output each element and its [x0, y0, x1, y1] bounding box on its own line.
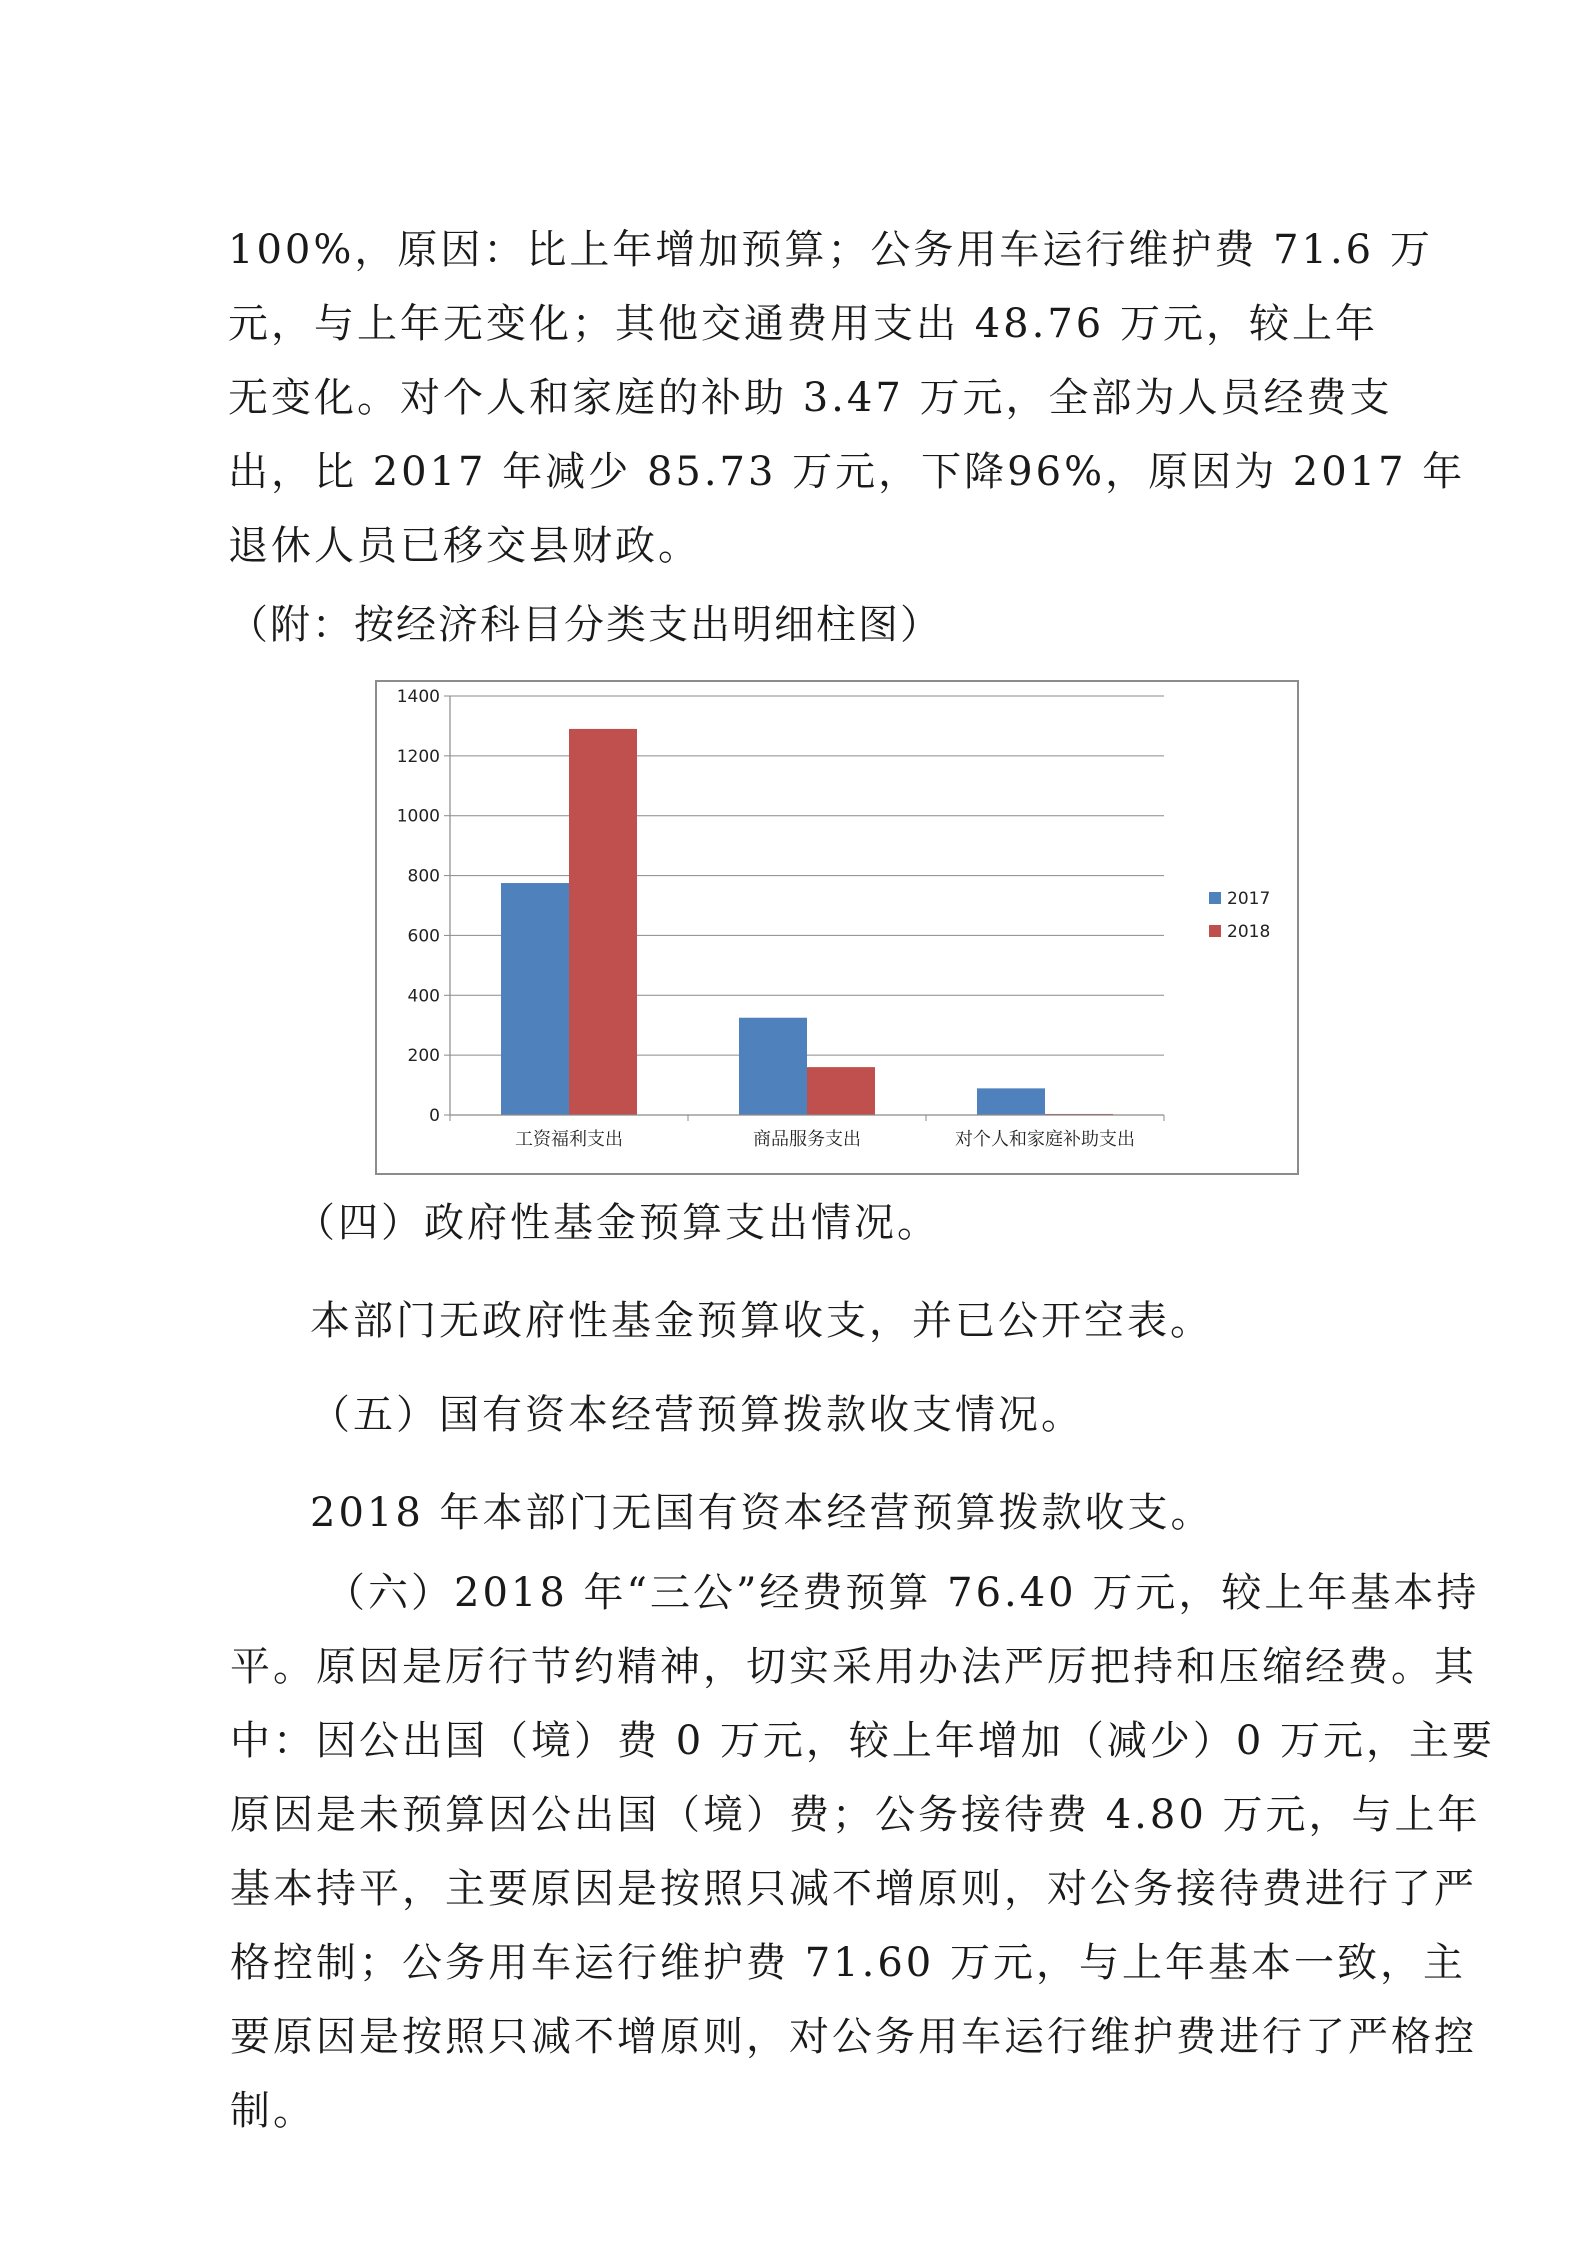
- bar-2018: [569, 729, 637, 1115]
- paragraph-line: 100%，原因：比上年增加预算；公务用车运行维护费 71.6 万: [228, 227, 1433, 273]
- paragraph-line: 中：因公出国（境）费 0 万元，较上年增加（减少）0 万元，主要: [230, 1718, 1496, 1764]
- y-tick-label: 600: [407, 926, 440, 947]
- y-tick-label: 400: [407, 986, 440, 1007]
- section-five-body: 2018 年本部门无国有资本经营预算拨款收支。: [310, 1490, 1214, 1536]
- chart-caption: （附：按经济科目分类支出明细柱图）: [228, 602, 942, 648]
- section-six: [230, 1556, 1496, 2148]
- paragraph-line: 无变化。对个人和家庭的补助 3.47 万元，全部为人员经费支: [228, 375, 1393, 421]
- legend-swatch-2018: [1209, 925, 1221, 937]
- y-tick-label: 1000: [396, 806, 440, 827]
- paragraph-line: 退休人员已移交县财政。: [228, 523, 701, 569]
- paragraph-line: 基本持平，主要原因是按照只减不增原则，对公务接待费进行了严: [230, 1866, 1477, 1912]
- bar-2017: [739, 1018, 807, 1115]
- paragraph-line: （六）2018 年“三公”经费预算 76.40 万元，较上年基本持: [325, 1570, 1480, 1616]
- bar-2017: [501, 883, 569, 1115]
- section-four-body: 本部门无政府性基金预算收支，并已公开空表。: [310, 1298, 1213, 1344]
- paragraph-line: 原因是未预算因公出国（境）费；公务接待费 4.80 万元，与上年: [230, 1792, 1481, 1838]
- paragraph-line: 格控制；公务用车运行维护费 71.60 万元，与上年基本一致，主: [230, 1940, 1466, 1986]
- paragraph-top: [228, 213, 1466, 583]
- legend-swatch-2017: [1209, 892, 1221, 904]
- legend-label: 2018: [1227, 922, 1271, 942]
- y-tick-label: 800: [407, 866, 440, 887]
- section-four-heading: （四）政府性基金预算支出情况。: [295, 1200, 940, 1246]
- paragraph-line: 元，与上年无变化；其他交通费用支出 48.76 万元，较上年: [228, 301, 1378, 347]
- bar-2018: [807, 1067, 875, 1115]
- bar-2017: [977, 1088, 1045, 1115]
- y-tick-label: 200: [407, 1046, 440, 1067]
- x-tick-label: 对个人和家庭补助支出: [955, 1129, 1135, 1150]
- x-tick-label: 商品服务支出: [753, 1129, 861, 1150]
- y-tick-label: 1400: [396, 687, 440, 707]
- y-tick-label: 1200: [396, 746, 440, 767]
- paragraph-line: 要原因是按照只减不增原则，对公务用车运行维护费进行了严格控: [230, 2014, 1477, 2060]
- bar-chart: [375, 680, 1299, 1175]
- paragraph-line: 出，比 2017 年减少 85.73 万元，下降96%，原因为 2017 年: [228, 449, 1466, 495]
- y-tick-label: 0: [429, 1106, 440, 1126]
- paragraph-line: 平。原因是厉行节约精神，切实采用办法严厉把持和压缩经费。其: [230, 1644, 1477, 1690]
- legend-label: 2017: [1227, 889, 1271, 909]
- bar-chart-canvas: [377, 682, 1297, 1173]
- section-five-heading: （五）国有资本经营预算拨款收支情况。: [310, 1392, 1084, 1438]
- paragraph-line: 制。: [230, 2088, 316, 2134]
- x-tick-label: 工资福利支出: [515, 1129, 623, 1150]
